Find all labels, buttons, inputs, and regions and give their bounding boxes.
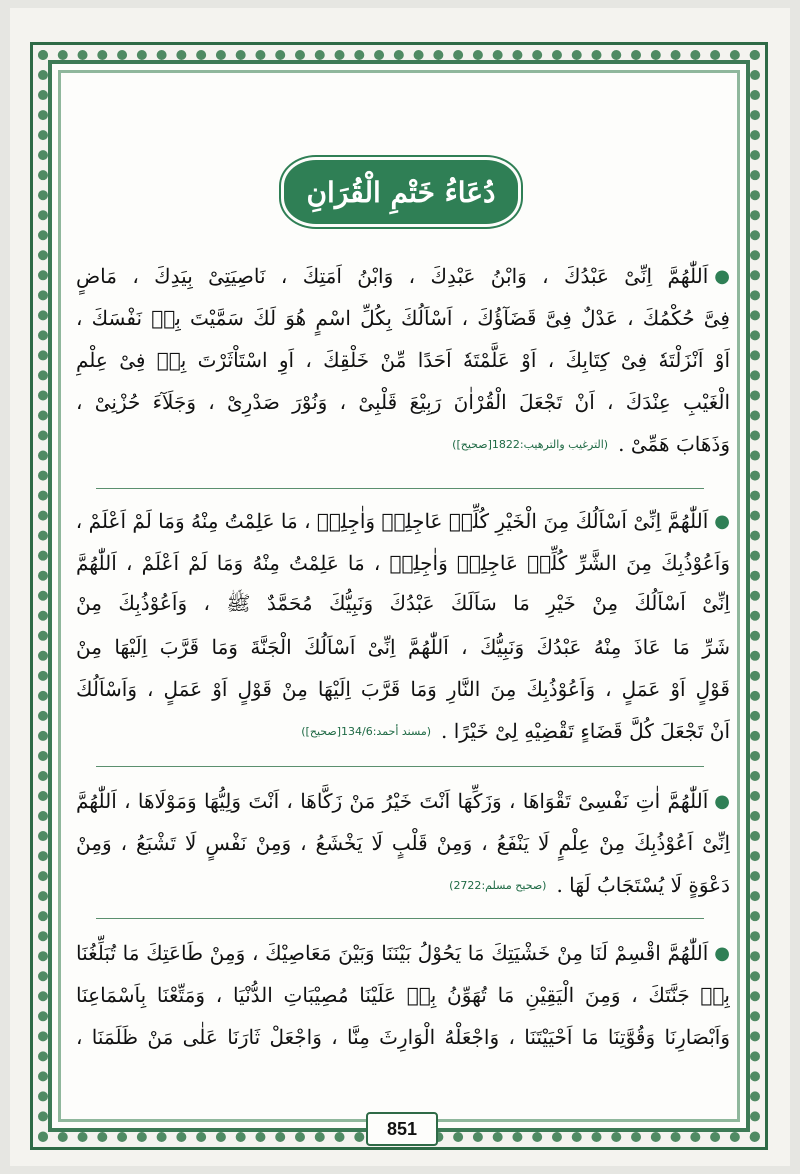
dua-text: بِهٖ جَنَّتَكَ ، وَمِنَ الْیَقِیْنِ مَا تُهَوِّنُ بِهٖ عَلَیْنَا مُصِیْبَاتِ الدُّنْیَا ، وَمَتِّعْنَا بِاَسْمَاعِنَا xyxy=(76,983,730,1007)
dua-line xyxy=(76,339,730,381)
dua-line xyxy=(76,423,730,465)
hadith-reference: (صحیح مسلم:2722) xyxy=(449,878,547,892)
dua-line xyxy=(76,542,730,584)
dua-text: اَللّٰھُمَّ اٰتِ نَفْسِیْ تَقْوَاهَا ، وَزَكِّهَا اَنْتَ خَیْرُ مَنْ زَكَّاهَا ، اَنْتَ وَلِیُّهَا وَمَوْلَاهَا ، اَللّٰھُمَّ xyxy=(76,789,709,813)
bullet-icon: ● xyxy=(714,790,730,812)
section-divider xyxy=(96,918,704,919)
dua-section-3 xyxy=(76,780,730,906)
dua-line xyxy=(76,974,730,1016)
dua-line xyxy=(76,710,730,752)
dua-text: اِنِّیْ اَسْاَلُكَ مِنْ خَیْرِ مَا سَاَلَكَ عَبْدُكَ وَنَبِیُّكَ مُحَمَّدٌ ﷺ ، وَاَعُوْذُبِكَ مِنْ xyxy=(76,590,730,615)
section-divider xyxy=(96,766,704,767)
dua-text: دَعْوَةٍ لَا یُسْتَجَابُ لَهَا . xyxy=(556,873,730,897)
dua-text: وَذَهَابَ هَمِّیْ . xyxy=(618,432,730,456)
dua-line xyxy=(76,626,730,668)
dua-text: وَاَعُوْذُبِكَ مِنَ الشَّرِّ كُلِّهٖ عَاجِلِهٖ وَاٰجِلِهٖ ، مَا عَلِمْتُ مِنْهُ وَمَا لَمْ اَعْلَمْ ، اَللّٰھُمَّ xyxy=(76,551,730,575)
page-number: 851 xyxy=(366,1112,438,1146)
dua-line xyxy=(76,500,730,542)
dua-line xyxy=(76,255,730,297)
dua-line xyxy=(76,932,730,974)
bullet-icon: ● xyxy=(714,265,730,287)
dua-text: اَللّٰھُمَّ اقْسِمْ لَنَا مِنْ خَشْیَتِكَ مَا یَحُوْلُ بَیْنَنَا وَبَیْنَ مَعَاصِیْكَ ، وَمِنْ طَاعَتِكَ مَا تُبَلِّغُنَا xyxy=(76,941,709,965)
bullet-icon: ● xyxy=(714,510,730,532)
dua-text: شَرِّ مَا عَاذَ مِنْهُ عَبْدُكَ وَنَبِیُّكَ ، اَللّٰھُمَّ اِنِّیْ اَسْاَلُكَ الْجَنَّةَ وَمَا قَرَّبَ اِلَیْهَا مِنْ xyxy=(76,635,730,659)
dua-text: اَللّٰھُمَّ اِنِّیْ عَبْدُكَ ، وَابْنُ عَبْدِكَ ، وَابْنُ اَمَتِكَ ، نَاصِیَتِیْ بِیَدِكَ ، مَاضٍ xyxy=(76,264,709,288)
dua-text: الْغَیْبِ عِنْدَكَ ، اَنْ تَجْعَلَ الْقُرْاٰنَ رَبِیْعَ قَلْبِیْ ، وَنُوْرَ صَدْرِیْ ، وَجَلَآءَ حُزْنِیْ ، xyxy=(76,390,730,414)
bullet-icon: ● xyxy=(714,942,730,964)
dua-line xyxy=(76,297,730,339)
dua-text: قَوْلٍ اَوْ عَمَلٍ ، وَاَعُوْذُبِكَ مِنَ النَّارِ وَمَا قَرَّبَ اِلَیْهَا مِنْ قَوْلٍ اَوْ عَمَلٍ ، وَاَسْاَلُكَ xyxy=(76,677,730,701)
page-title: دُعَاءُ خَتْمِ الْقُرَانِ xyxy=(306,175,496,209)
dua-line xyxy=(76,584,730,626)
dua-text: اِنِّیْ اَعُوْذُبِكَ مِنْ عِلْمٍ لَا یَنْفَعُ ، وَمِنْ قَلْبٍ لَا یَخْشَعُ ، وَمِنْ نَفْسٍ لَا تَشْبَعُ ، وَمِنْ xyxy=(76,831,730,855)
dua-line xyxy=(76,1016,730,1058)
title-banner xyxy=(284,160,518,224)
hadith-reference: (الترغیب والترھیب:1822[صحیح]) xyxy=(452,437,609,451)
hadith-reference: (مسند أحمد:134/6[صحیح]) xyxy=(301,724,432,738)
dua-line xyxy=(76,780,730,822)
dua-text: اَوْ اَنْزَلْتَهٗ فِیْ كِتَابِكَ ، اَوْ عَلَّمْتَهٗ اَحَدًا مِّنْ خَلْقِكَ ، اَوِ اسْتَاْثَرْتَ بِهٖ فِیْ عِلْمِ xyxy=(76,348,730,372)
dua-line xyxy=(76,381,730,423)
dua-text: وَاَبْصَارِنَا وَقُوَّتِنَا مَا اَحْیَیْتَنَا ، وَاجْعَلْهُ الْوَارِثَ مِنَّا ، وَاجْعَلْ ثَارَنَا عَلٰی مَنْ ظَلَمَنَا ، xyxy=(76,1025,730,1049)
dua-text: فِیَّ حُكْمُكَ ، عَدْلٌ فِیَّ قَضَآؤُكَ ، اَسْاَلُكَ بِكُلِّ اسْمٍ هُوَ لَكَ سَمَّيْتَ بِهٖ نَفْسَكَ ، xyxy=(76,306,730,330)
section-divider xyxy=(96,488,704,489)
dua-text: اَللّٰھُمَّ اِنِّیْ اَسْاَلُكَ مِنَ الْخَیْرِ كُلِّهٖ عَاجِلِهٖ وَاٰجِلِهٖ ، مَا عَلِمْتُ مِنْهُ وَمَا لَمْ اَعْلَمْ ، xyxy=(76,509,709,533)
dua-section-1 xyxy=(76,255,730,465)
dua-line xyxy=(76,864,730,906)
dua-line xyxy=(76,668,730,710)
dua-line xyxy=(76,822,730,864)
dua-text: اَنْ تَجْعَلَ كُلَّ قَضَاءٍ تَقْضِیْهِ لِیْ خَیْرًا . xyxy=(441,719,730,743)
dua-section-2 xyxy=(76,500,730,752)
dua-section-4 xyxy=(76,932,730,1058)
